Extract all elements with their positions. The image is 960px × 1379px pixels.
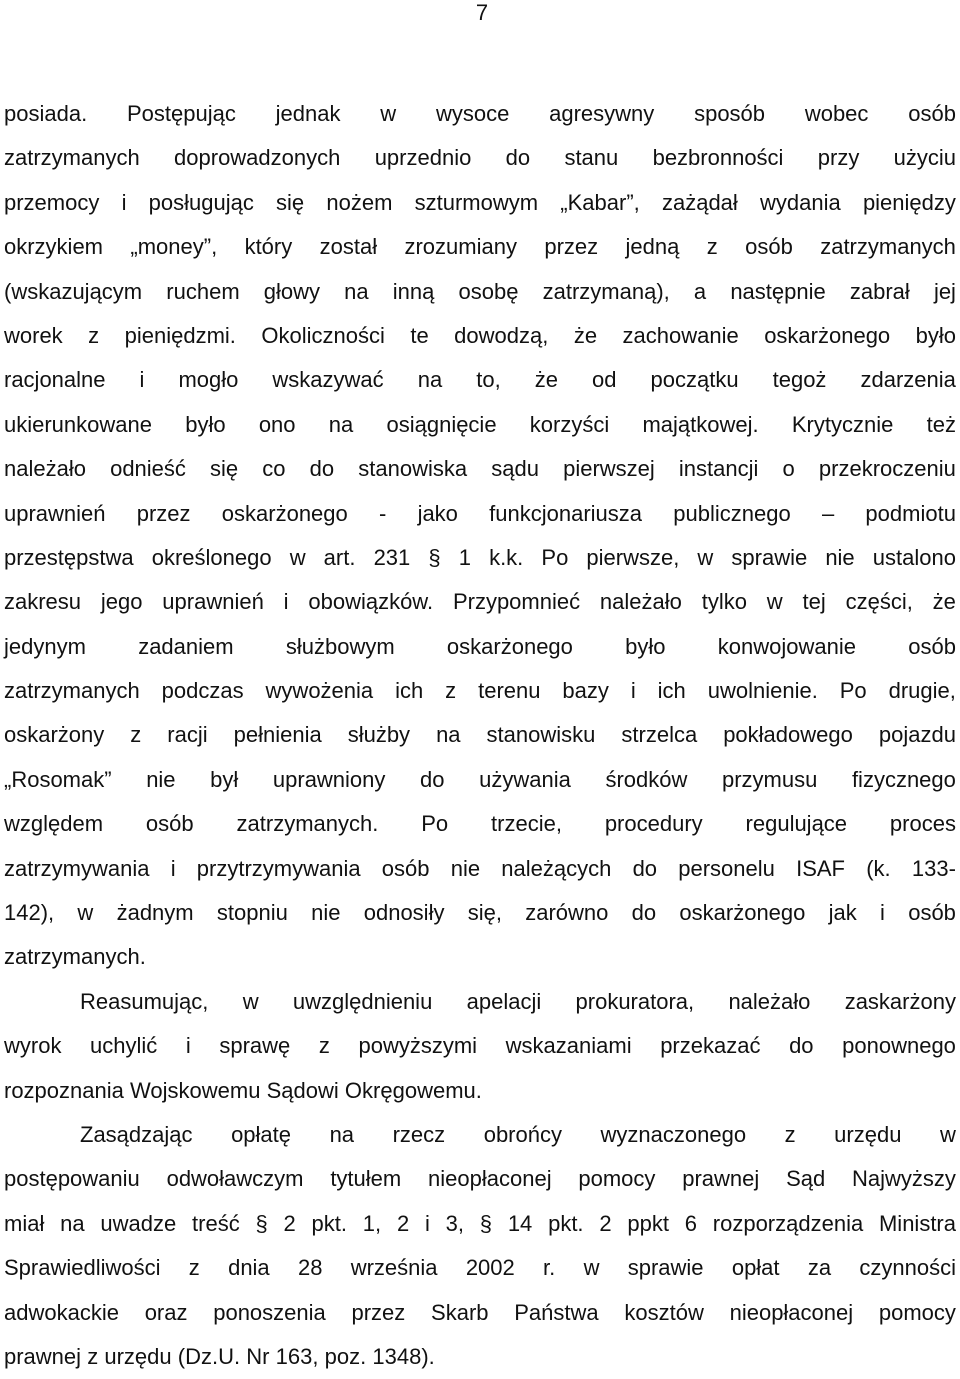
- text-line: zatrzymanych podczas wywożenia ich z terenu bazy i ich uwolnienie. Po drugie,: [4, 678, 956, 704]
- paragraph: [4, 92, 956, 980]
- text-line: „Rosomak” nie był uprawniony do używania środków przymusu fizycznego: [4, 766, 956, 792]
- text-line: (wskazującym ruchem głowy na inną osobę zatrzymaną), a następnie zabrał jej: [4, 278, 956, 304]
- text-line: względem osób zatrzymanych. Po trzecie, procedury regulujące proces: [4, 811, 956, 837]
- text-line: posiada. Postępując jednak w wysoce agresywny sposób wobec osób: [4, 101, 956, 126]
- document-body: [4, 92, 956, 1379]
- text-line: postępowaniu odwoławczym tytułem nieopłaconej pomocy prawnej Sąd Najwyższy: [4, 1166, 956, 1192]
- text-line: przestępstwa określonego w art. 231 § 1 k.k. Po pierwsze, w sprawie nie ustalono: [4, 544, 956, 570]
- text-line: Sprawiedliwości z dnia 28 września 2002 r. w sprawie opłat za czynności: [4, 1255, 956, 1281]
- text-line: zatrzymywania i przytrzymywania osób nie należących do personelu ISAF (k. 133-: [4, 855, 956, 881]
- text-line: oskarżony z racji pełnienia służby na stanowisku strzelca pokładowego pojazdu: [4, 722, 956, 748]
- text-line: prawnej z urzędu (Dz.U. Nr 163, poz. 1348).: [4, 1343, 435, 1369]
- text-line: zatrzymanych.: [4, 944, 146, 970]
- paragraph: [4, 1113, 956, 1379]
- text-line: rozpoznania Wojskowemu Sądowi Okręgowemu.: [4, 1077, 482, 1103]
- text-line: przemocy i posługując się nożem szturmowym „Kabar”, zażądał wydania pieniędzy: [4, 189, 956, 215]
- paragraph: [4, 980, 956, 1113]
- page-number: 7: [475, 0, 489, 25]
- text-line: 142), w żadnym stopniu nie odnosiły się, zarówno do oskarżonego jak i osób: [4, 900, 956, 926]
- text-line: Zasądzając opłatę na rzecz obrońcy wyznaczonego z urzędu w: [80, 1121, 956, 1147]
- text-line: Reasumując, w uwzględnieniu apelacji prokuratora, należało zaskarżony: [80, 988, 956, 1014]
- text-line: worek z pieniędzmi. Okoliczności te dowodzą, że zachowanie oskarżonego było: [4, 322, 956, 348]
- text-line: okrzykiem „money”, który został zrozumiany przez jedną z osób zatrzymanych: [4, 234, 956, 260]
- text-line: uprawnień przez oskarżonego - jako funkcjonariusza publicznego – podmiotu: [4, 500, 956, 526]
- text-line: jedynym zadaniem służbowym oskarżonego było konwojowanie osób: [4, 633, 956, 659]
- text-line: racjonalne i mogło wskazywać na to, że od początku tegoż zdarzenia: [4, 367, 956, 393]
- text-line: miał na uwadze treść § 2 pkt. 1, 2 i 3, § 14 pkt. 2 ppkt 6 rozporządzenia Ministra: [4, 1210, 956, 1236]
- text-line: zakresu jego uprawnień i obowiązków. Przypomnieć należało tylko w tej części, że: [4, 589, 956, 615]
- text-line: ukierunkowane było ono na osiągnięcie korzyści majątkowej. Krytycznie też: [4, 411, 956, 437]
- text-line: wyrok uchylić i sprawę z powyższymi wskazaniami przekazać do ponownego: [4, 1033, 956, 1059]
- text-line: należało odnieść się co do stanowiska sądu pierwszej instancji o przekroczeniu: [4, 456, 956, 482]
- text-line: zatrzymanych doprowadzonych uprzednio do stanu bezbronności przy użyciu: [4, 145, 956, 171]
- text-line: adwokackie oraz ponoszenia przez Skarb Państwa kosztów nieopłaconej pomocy: [4, 1299, 956, 1325]
